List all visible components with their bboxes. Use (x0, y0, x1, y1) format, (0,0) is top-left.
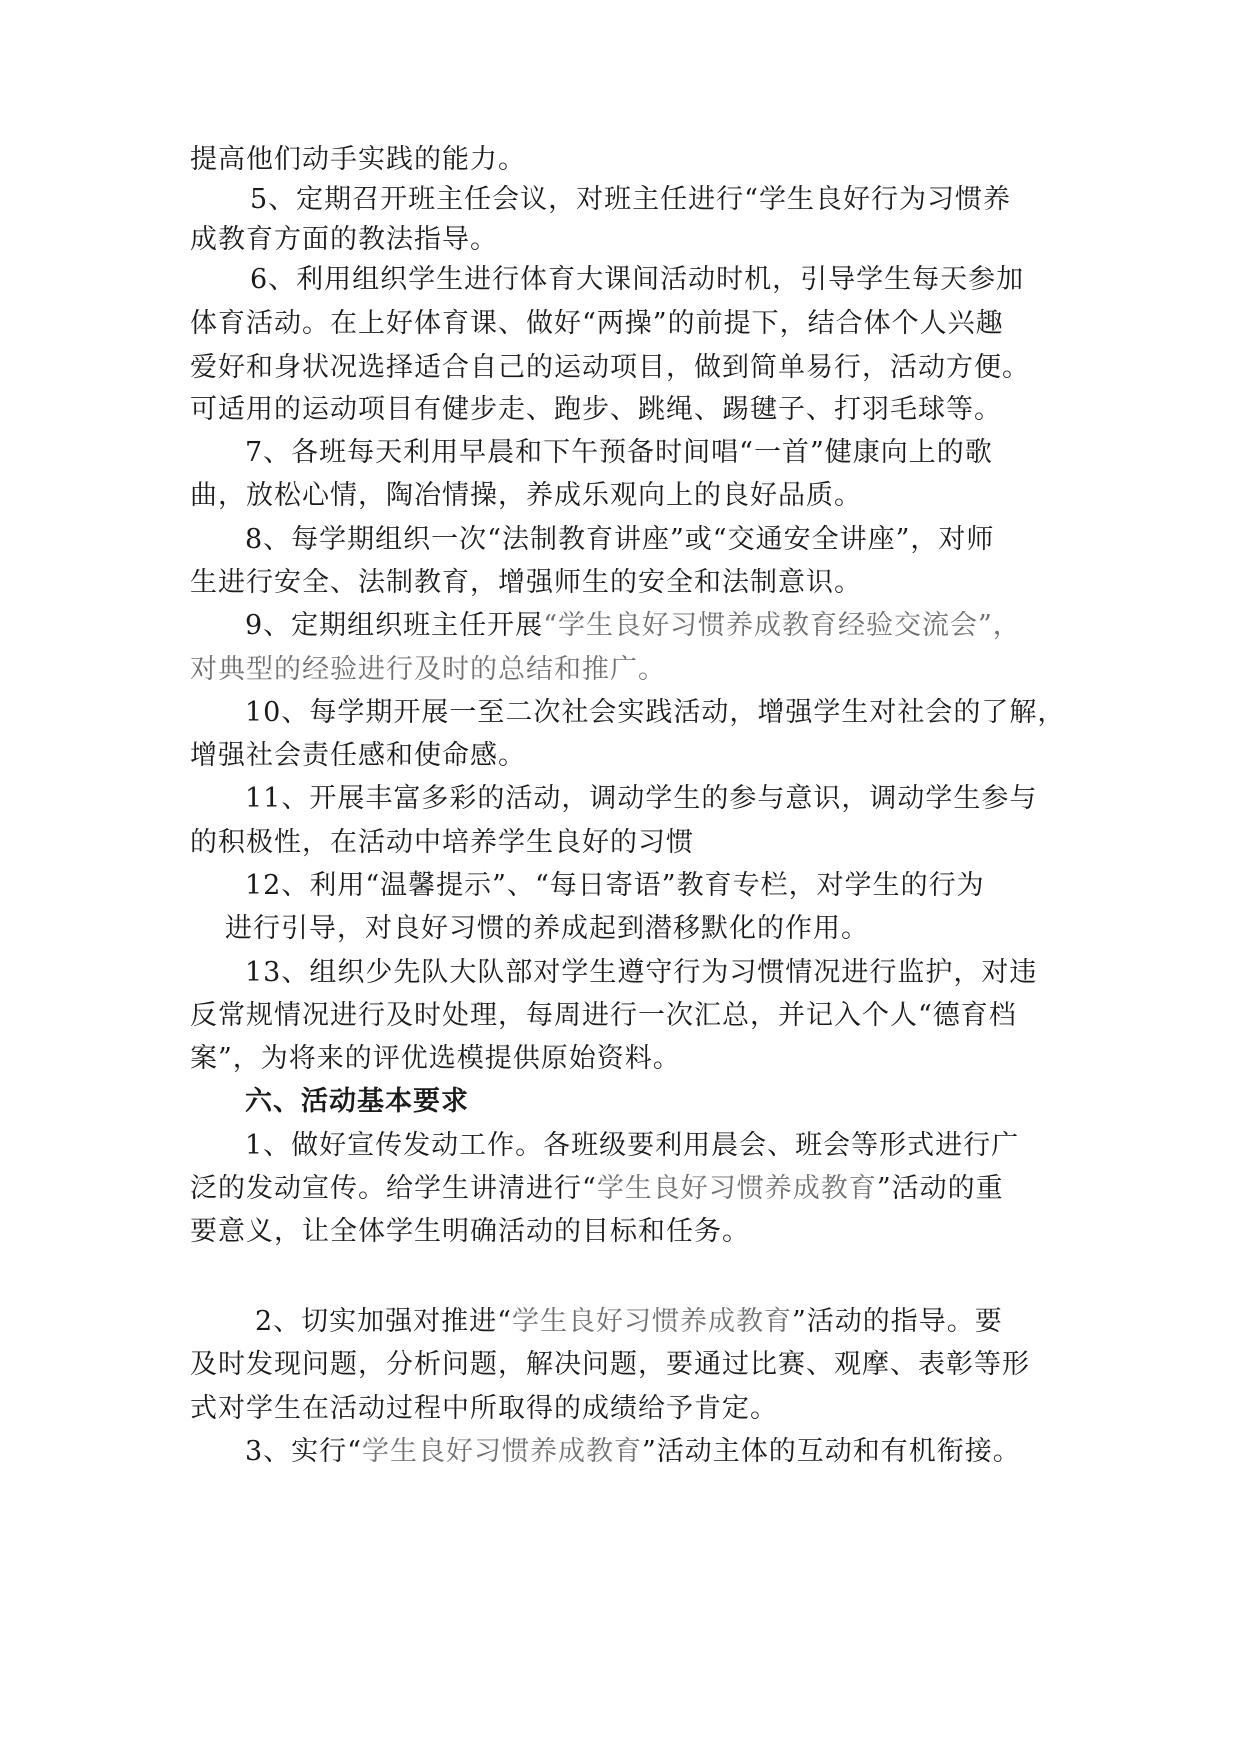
text-line: 增强社会责任感和使命感。 (190, 740, 526, 771)
text-line: 9、定期组织班主任开展“学生良好习惯养成教育经验交流会”， (245, 610, 1021, 641)
highlighted-phrase: 学生良好习惯养成教育 (596, 1173, 877, 1204)
text-line: 对典型的经验进行及时的总结和推广。 (190, 654, 666, 685)
text-line: 可适用的运动项目有健步走、跑步、跳绳、踢毽子、打羽毛球等。 (190, 394, 1002, 425)
text-line: 曲，放松心情，陶冶情操，养成乐观向上的良好品质。 (190, 480, 862, 511)
text-line: 生进行安全、法制教育，增强师生的安全和法制意识。 (190, 567, 862, 598)
text-line: 3、实行“学生良好习惯养成教育”活动主体的互动和有机衔接。 (245, 1436, 1021, 1467)
text-line: 及时发现问题，分析问题，解决问题，要通过比赛、观摩、表彰等形 (190, 1349, 1030, 1380)
text-line: 12、利用“温馨提示”、“每日寄语”教育专栏，对学生的行为 (245, 870, 985, 901)
text-line: 5、定期召开班主任会议，对班主任进行“学生良好行为习惯养 (250, 184, 1011, 215)
text-line: 要意义，让全体学生明确活动的目标和任务。 (190, 1216, 750, 1247)
text-line: 泛的发动宣传。给学生讲清进行“学生良好习惯养成教育”活动的重 (190, 1173, 1004, 1204)
text-line: 6、利用组织学生进行体育大课间活动时机，引导学生每天参加 (250, 264, 1025, 295)
text-line: 的积极性，在活动中培养学生良好的习惯 (190, 827, 694, 858)
text-line: 案”，为将来的评优选模提供原始资料。 (190, 1043, 681, 1074)
section-heading: 六、活动基本要求 (245, 1086, 469, 1117)
highlighted-phrase: 学生良好习惯养成教育 (511, 1306, 792, 1337)
text-line: 成教育方面的教法指导。 (190, 224, 498, 255)
text-line: 体育活动。在上好体育课、做好“两操”的前提下，结合体个人兴趣 (190, 308, 1004, 339)
text-line: 提高他们动手实践的能力。 (190, 144, 526, 175)
text-line: 爱好和身状况选择适合自己的运动项目，做到简单易行，活动方便。 (190, 352, 1030, 383)
highlighted-phrase: 学生良好习惯养成教育 (361, 1436, 642, 1467)
text-line: 式对学生在活动过程中所取得的成绩给予肯定。 (190, 1393, 778, 1424)
text-line: 8、每学期组织一次“法制教育讲座”或“交通安全讲座”，对师 (245, 524, 995, 555)
text-line: 11、开展丰富多彩的活动，调动学生的参与意识，调动学生参与 (245, 783, 1038, 814)
text-line: 7、各班每天利用早晨和下午预备时间唱“一首”健康向上的歌 (245, 437, 993, 468)
highlighted-phrase: “学生良好习惯养成教育经验交流会”， (543, 610, 1021, 641)
text-line: 进行引导，对良好习惯的养成起到潜移默化的作用。 (225, 913, 869, 944)
text-line: 2、切实加强对推进“学生良好习惯养成教育”活动的指导。要 (255, 1306, 1003, 1337)
text-line: 13、组织少先队大队部对学生遵守行为习惯情况进行监护，对违 (245, 957, 1038, 988)
text-line: 10、每学期开展一至二次社会实践活动，增强学生对社会的了解， (245, 697, 1066, 728)
text-line: 1、做好宣传发动工作。各班级要利用晨会、班会等形式进行广 (245, 1130, 1020, 1161)
text-line: 反常规情况进行及时处理，每周进行一次汇总，并记入个人“德育档 (190, 1000, 1017, 1031)
